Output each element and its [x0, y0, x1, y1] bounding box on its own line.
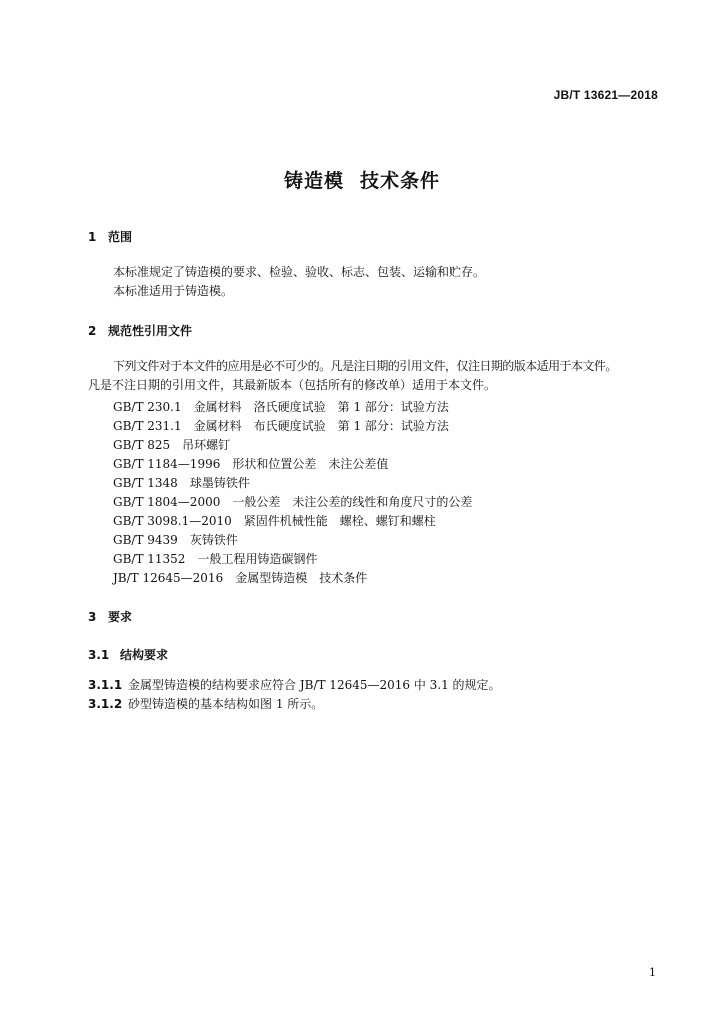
section-number: 1: [88, 230, 97, 244]
reference-title: 金属材料 布氏硬度试验 第 1 部分：试验方法: [193, 419, 449, 433]
reference-title: 吊环螺钉: [182, 438, 231, 452]
section-heading-requirements: [88, 608, 132, 625]
reference-item: [113, 436, 230, 453]
reference-item: [113, 493, 472, 510]
reference-item: [113, 455, 388, 472]
normative-intro-1: 下列文件对于本文件的应用是必不可少的。凡是注日期的引用文件，仅注日期的版本适用于本文件。: [113, 359, 617, 373]
reference-title: 金属型铸造模 技术条件: [235, 571, 368, 585]
clause-text: 砂型铸造模的基本结构如图 1 所示。: [128, 697, 324, 711]
reference-code: GB/T 230.1: [113, 400, 182, 414]
reference-code: GB/T 11352: [113, 552, 186, 566]
reference-code: GB/T 1348: [113, 476, 178, 490]
reference-code: GB/T 825: [113, 438, 171, 452]
clause-3-1-2: [88, 695, 323, 712]
reference-item: [113, 398, 449, 415]
clause-3-1-1: [88, 676, 501, 693]
subsection-heading: [88, 646, 168, 663]
section-title: 规范性引用文件: [108, 324, 193, 338]
page-number: 1: [649, 966, 656, 979]
standard-code: JB/T 13621—2018: [553, 88, 658, 102]
reference-code: GB/T 3098.1—2010: [113, 514, 232, 528]
reference-item: [113, 474, 250, 491]
reference-code: GB/T 231.1: [113, 419, 182, 433]
reference-item: [113, 531, 238, 548]
scope-line-1: 本标准规定了铸造模的要求、检验、验收、标志、包装、运输和贮存。: [113, 265, 486, 279]
section-title: 要求: [108, 610, 133, 624]
reference-title: 灰铸铁件: [189, 533, 238, 547]
title-part-1: 铸造模: [283, 170, 344, 192]
reference-item: [113, 569, 367, 586]
clause-text: 金属型铸造模的结构要求应符合 JB/T 12645—2016 中 3.1 的规定。: [128, 678, 501, 692]
section-title: 范围: [108, 230, 133, 244]
reference-title: 球墨铸铁件: [189, 476, 250, 490]
reference-item: [113, 417, 449, 434]
reference-title: 金属材料 洛氏硬度试验 第 1 部分：试验方法: [193, 400, 449, 414]
subsection-title: 结构要求: [120, 648, 169, 662]
section-heading-scope: [88, 228, 132, 245]
document-title: [0, 166, 724, 193]
reference-code: JB/T 12645—2016: [113, 571, 224, 585]
clause-number: 3.1.2: [88, 697, 123, 711]
scope-line-2: 本标准适用于铸造模。: [113, 284, 234, 298]
normative-intro-2: 凡是不注日期的引用文件，其最新版本（包括所有的修改单）适用于本文件。: [88, 378, 497, 392]
reference-title: 形状和位置公差 未注公差值: [232, 457, 389, 471]
reference-title: 一般工程用铸造碳钢件: [197, 552, 318, 566]
section-number: 3: [88, 610, 97, 624]
reference-item: [113, 512, 436, 529]
clause-number: 3.1.1: [88, 678, 123, 692]
reference-code: GB/T 9439: [113, 533, 178, 547]
reference-code: GB/T 1804—2000: [113, 495, 221, 509]
section-number: 2: [88, 324, 97, 338]
title-part-2: 技术条件: [360, 170, 441, 192]
reference-code: GB/T 1184—1996: [113, 457, 221, 471]
section-heading-normative: [88, 322, 192, 339]
reference-item: [113, 550, 317, 567]
reference-title: 紧固件机械性能 螺栓、螺钉和螺柱: [243, 514, 436, 528]
reference-title: 一般公差 未注公差的线性和角度尺寸的公差: [232, 495, 473, 509]
subsection-number: 3.1: [88, 648, 110, 662]
